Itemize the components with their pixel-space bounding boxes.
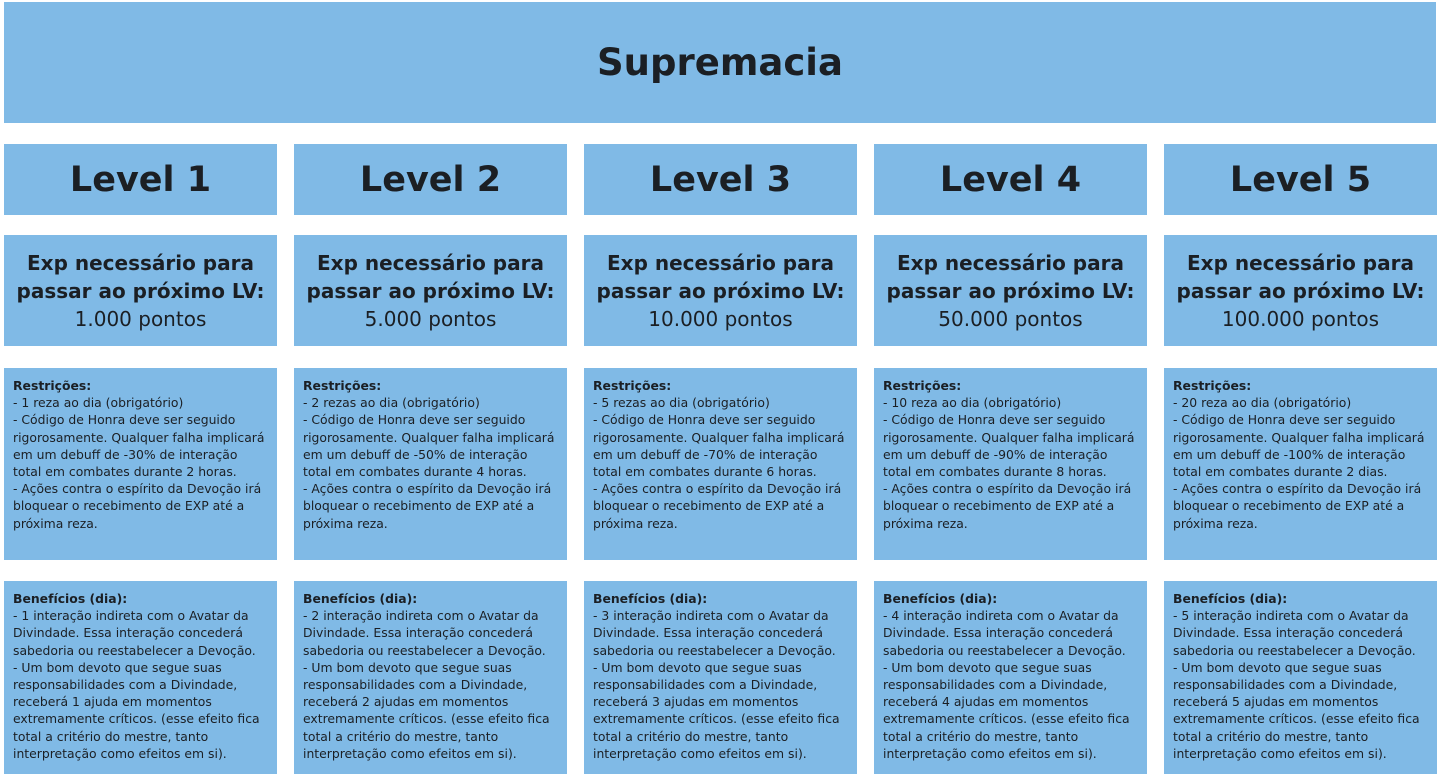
level-2-header bbox=[294, 144, 567, 215]
restrictions-title: Restrições: bbox=[1173, 378, 1252, 393]
restriction-item: - Código de Honra deve ser seguido rigorosamente. Qualquer falha implicará em um debuff de -90% de interação total em combates durante 8 horas. bbox=[883, 412, 1135, 480]
level-5-header bbox=[1164, 144, 1437, 215]
restriction-item: - Código de Honra deve ser seguido rigorosamente. Qualquer falha implicará em um debuff de -70% de interação total em combates durante 6 horas. bbox=[593, 412, 845, 480]
restriction-item: - Código de Honra deve ser seguido rigorosamente. Qualquer falha implicará em um debuff de -30% de interação total em combates durante 2 horas. bbox=[13, 412, 265, 480]
level-title: Level 4 bbox=[939, 159, 1082, 200]
level-title: Level 3 bbox=[649, 159, 792, 200]
level-4-restrictions bbox=[874, 368, 1147, 560]
page-title: Supremacia bbox=[597, 41, 843, 84]
title-banner bbox=[4, 2, 1436, 123]
benefit-item: - 1 interação indireta com o Avatar da Divindade. Essa interação concederá sabedoria ou reestabelecer a Devoção. bbox=[13, 608, 256, 658]
level-3-restrictions bbox=[584, 368, 857, 560]
benefit-item: - 4 interação indireta com o Avatar da Divindade. Essa interação concederá sabedoria ou reestabelecer a Devoção. bbox=[883, 608, 1126, 658]
level-3-benefits bbox=[584, 581, 857, 774]
benefit-item: - Um bom devoto que segue suas responsabilidades com a Divindade, receberá 2 ajudas em momentos extremamente críticos. (esse efeito fica total a critério do mestre, tanto interpretação como efeitos em si). bbox=[303, 659, 550, 761]
exp-value: 1.000 pontos bbox=[74, 306, 207, 331]
level-5-restrictions bbox=[1164, 368, 1437, 560]
benefits-title: Benefícios (dia): bbox=[303, 591, 418, 606]
level-title: Level 1 bbox=[69, 159, 212, 200]
level-4-benefits bbox=[874, 581, 1147, 774]
restriction-item: - Código de Honra deve ser seguido rigorosamente. Qualquer falha implicará em um debuff de -100% de interação total em combates durante 2 dias. bbox=[1173, 412, 1425, 480]
level-5-benefits bbox=[1164, 581, 1437, 774]
exp-value: 10.000 pontos bbox=[648, 306, 793, 331]
restriction-item: - Ações contra o espírito da Devoção irá bloquear o recebimento de EXP até a próxima reza. bbox=[303, 481, 552, 531]
benefits-title: Benefícios (dia): bbox=[13, 591, 128, 606]
restriction-item: - Código de Honra deve ser seguido rigorosamente. Qualquer falha implicará em um debuff de -50% de interação total em combates durante 4 horas. bbox=[303, 412, 555, 480]
level-2-benefits bbox=[294, 581, 567, 774]
restriction-item: - 2 rezas ao dia (obrigatório) bbox=[303, 395, 480, 411]
level-1-restrictions bbox=[4, 368, 277, 560]
restrictions-title: Restrições: bbox=[13, 378, 92, 393]
benefits-title: Benefícios (dia): bbox=[1173, 591, 1288, 606]
exp-value: 5.000 pontos bbox=[364, 306, 497, 331]
level-3-header bbox=[584, 144, 857, 215]
restriction-item: - Ações contra o espírito da Devoção irá bloquear o recebimento de EXP até a próxima reza. bbox=[13, 481, 262, 531]
restrictions-title: Restrições: bbox=[883, 378, 962, 393]
exp-label: Exp necessário para passar ao próximo LV: bbox=[1176, 250, 1425, 303]
restriction-item: - 20 reza ao dia (obrigatório) bbox=[1173, 395, 1352, 411]
exp-value: 50.000 pontos bbox=[938, 306, 1083, 331]
level-title: Level 5 bbox=[1229, 159, 1372, 200]
benefit-item: - Um bom devoto que segue suas responsabilidades com a Divindade, receberá 5 ajudas em momentos extremamente críticos. (esse efeito fica total a critério do mestre, tanto interpretação como efeitos em si). bbox=[1173, 659, 1420, 761]
benefit-item: - 5 interação indireta com o Avatar da Divindade. Essa interação concederá sabedoria ou reestabelecer a Devoção. bbox=[1173, 608, 1416, 658]
benefit-item: - Um bom devoto que segue suas responsabilidades com a Divindade, receberá 3 ajudas em momentos extremamente críticos. (esse efeito fica total a critério do mestre, tanto interpretação como efeitos em si). bbox=[593, 659, 840, 761]
level-title: Level 2 bbox=[359, 159, 502, 200]
exp-label: Exp necessário para passar ao próximo LV: bbox=[886, 250, 1135, 303]
restrictions-title: Restrições: bbox=[593, 378, 672, 393]
benefit-item: - Um bom devoto que segue suas responsabilidades com a Divindade, receberá 1 ajuda em momentos extremamente críticos. (esse efeito fica total a critério do mestre, tanto interpretação como efeitos em si). bbox=[13, 659, 260, 761]
exp-label: Exp necessário para passar ao próximo LV: bbox=[16, 250, 265, 303]
exp-label: Exp necessário para passar ao próximo LV: bbox=[596, 250, 845, 303]
restriction-item: - 1 reza ao dia (obrigatório) bbox=[13, 395, 184, 411]
restriction-item: - Ações contra o espírito da Devoção irá bloquear o recebimento de EXP até a próxima reza. bbox=[593, 481, 842, 531]
level-3-exp bbox=[584, 235, 857, 346]
benefits-title: Benefícios (dia): bbox=[883, 591, 998, 606]
level-2-exp bbox=[294, 235, 567, 346]
benefits-title: Benefícios (dia): bbox=[593, 591, 708, 606]
level-5-exp bbox=[1164, 235, 1437, 346]
level-4-exp bbox=[874, 235, 1147, 346]
exp-label: Exp necessário para passar ao próximo LV: bbox=[306, 250, 555, 303]
level-2-restrictions bbox=[294, 368, 567, 560]
restriction-item: - Ações contra o espírito da Devoção irá bloquear o recebimento de EXP até a próxima reza. bbox=[883, 481, 1132, 531]
benefit-item: - 2 interação indireta com o Avatar da Divindade. Essa interação concederá sabedoria ou reestabelecer a Devoção. bbox=[303, 608, 546, 658]
restriction-item: - Ações contra o espírito da Devoção irá bloquear o recebimento de EXP até a próxima reza. bbox=[1173, 481, 1422, 531]
exp-value: 100.000 pontos bbox=[1221, 306, 1380, 331]
level-1-exp bbox=[4, 235, 277, 346]
level-1-benefits bbox=[4, 581, 277, 774]
level-1-header bbox=[4, 144, 277, 215]
restriction-item: - 10 reza ao dia (obrigatório) bbox=[883, 395, 1062, 411]
benefit-item: - Um bom devoto que segue suas responsabilidades com a Divindade, receberá 4 ajudas em momentos extremamente críticos. (esse efeito fica total a critério do mestre, tanto interpretação como efeitos em si). bbox=[883, 659, 1130, 761]
restrictions-title: Restrições: bbox=[303, 378, 382, 393]
benefit-item: - 3 interação indireta com o Avatar da Divindade. Essa interação concederá sabedoria ou reestabelecer a Devoção. bbox=[593, 608, 836, 658]
restriction-item: - 5 rezas ao dia (obrigatório) bbox=[593, 395, 770, 411]
level-4-header bbox=[874, 144, 1147, 215]
